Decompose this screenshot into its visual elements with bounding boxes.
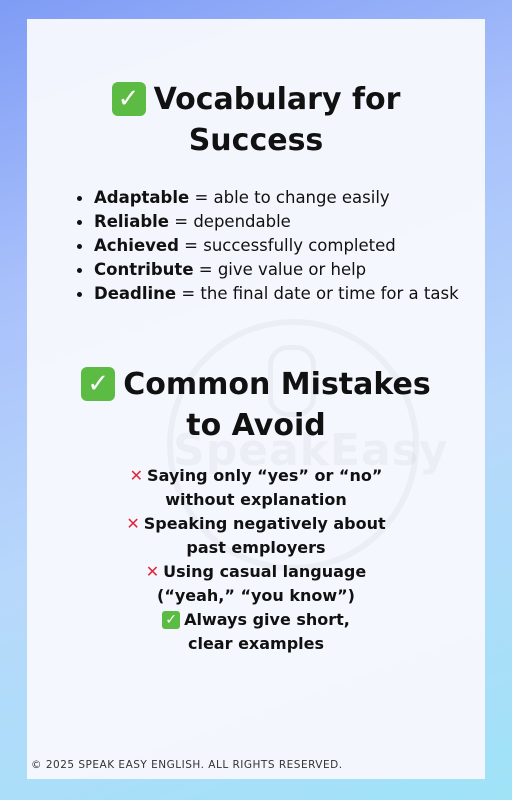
check-mark-icon: ✓ bbox=[81, 367, 115, 401]
list-item bbox=[94, 186, 459, 210]
mistake-line1: Speaking negatively about bbox=[143, 514, 386, 533]
vocab-term: Reliable bbox=[94, 212, 169, 231]
copyright-footer: © 2025 SPEAK EASY ENGLISH. ALL RIGHTS RESERVED. bbox=[31, 759, 343, 771]
tip-line2: clear examples bbox=[187, 634, 325, 653]
vocabulary-list bbox=[94, 186, 459, 306]
mistake-line2: without explanation bbox=[165, 490, 347, 509]
list-item bbox=[94, 210, 459, 234]
mistakes-list bbox=[0, 464, 512, 656]
mistake-line1: Using casual language bbox=[163, 562, 367, 581]
vocab-term: Adaptable bbox=[94, 188, 190, 207]
cross-mark-icon: ✕ bbox=[145, 562, 160, 581]
mistake-item bbox=[0, 560, 512, 584]
mistakes-title bbox=[0, 364, 512, 446]
vocab-definition: = able to change easily bbox=[189, 188, 390, 207]
vocab-term: Contribute bbox=[94, 260, 194, 279]
tip-line1: Always give short, bbox=[184, 610, 350, 629]
cross-mark-icon: ✕ bbox=[126, 514, 140, 533]
mistake-item bbox=[0, 512, 512, 536]
list-item bbox=[94, 234, 459, 258]
vocabulary-title-line2: Success bbox=[188, 123, 324, 158]
vocabulary-title-line1: Vocabulary for bbox=[153, 82, 401, 117]
vocab-definition: = give value or help bbox=[193, 260, 367, 279]
mistakes-title-line2: to Avoid bbox=[186, 408, 326, 443]
mistake-item bbox=[0, 464, 512, 488]
vocabulary-title bbox=[0, 79, 512, 161]
vocab-definition: = the final date or time for a task bbox=[176, 284, 459, 303]
mistake-line1: Saying only “yes” or “no” bbox=[147, 466, 383, 485]
check-mark-icon: ✓ bbox=[112, 82, 146, 116]
vocab-term: Deadline bbox=[94, 284, 177, 303]
mistake-line2: past employers bbox=[186, 538, 326, 557]
vocab-definition: = successfully completed bbox=[178, 236, 396, 255]
vocab-definition: = dependable bbox=[169, 212, 291, 231]
list-item bbox=[94, 282, 459, 306]
mistakes-title-line1: Common Mistakes bbox=[123, 367, 431, 402]
check-mark-icon: ✓ bbox=[162, 611, 180, 629]
mistake-line2: (“yeah,” “you know”) bbox=[157, 586, 355, 605]
tip-item bbox=[0, 608, 512, 632]
cross-mark-icon: ✕ bbox=[129, 466, 144, 485]
vocab-term: Achieved bbox=[94, 236, 179, 255]
list-item bbox=[94, 258, 459, 282]
